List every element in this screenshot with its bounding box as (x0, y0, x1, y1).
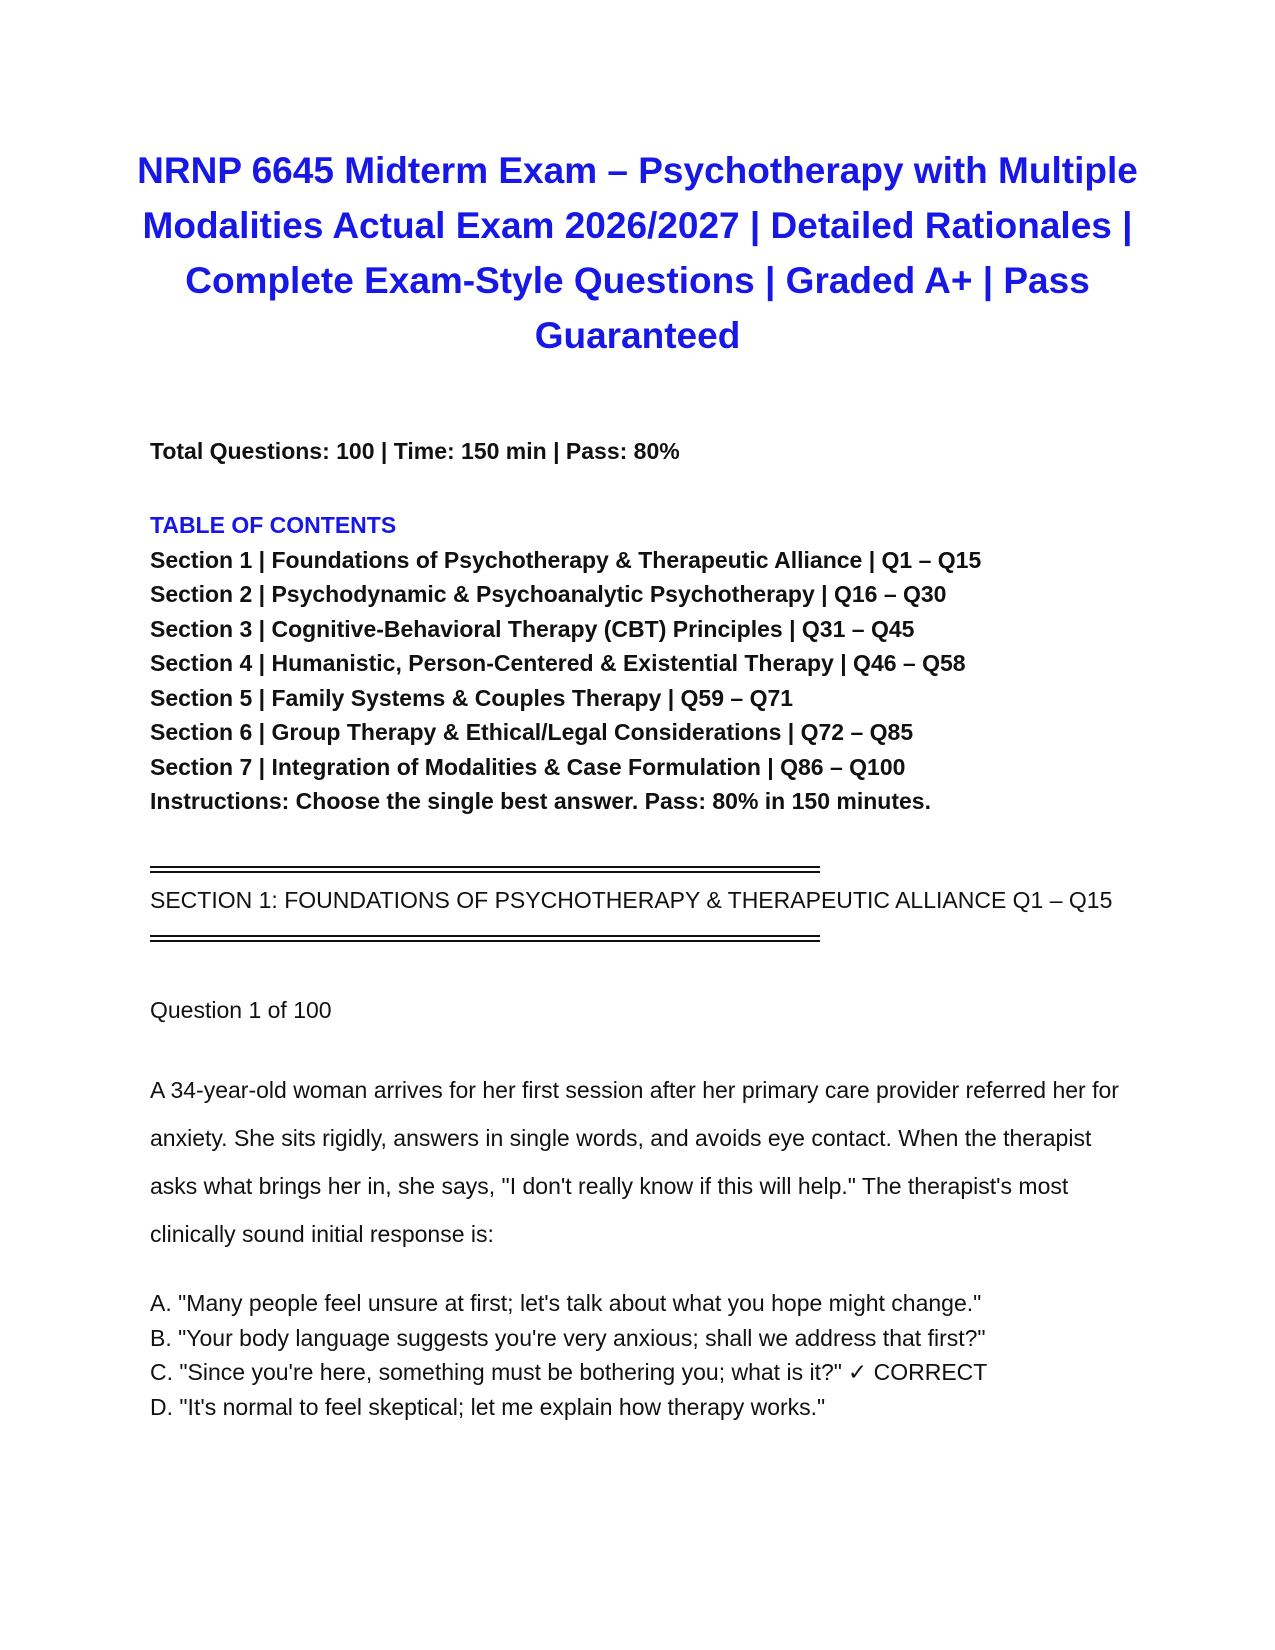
document-title: NRNP 6645 Midterm Exam – Psychotherapy with Multiple Modalities Actual Exam 2026/2027 | Detailed Rationales | Complete Exam-Style Questions | Graded A+ | Pass Guaranteed (137, 150, 1138, 356)
checkmark-icon: ✓ (847, 1359, 868, 1385)
toc-item-section-3: Section 3 | Cognitive-Behavioral Therapy (CBT) Principles | Q31 – Q45 (150, 615, 915, 642)
exam-meta: Total Questions: 100 | Time: 150 min | Pass: 80% (150, 438, 680, 464)
section-divider-top (150, 866, 820, 873)
answer-option-text: B. "Your body language suggests you're very anxious; shall we address that first?" (150, 1324, 986, 1351)
toc-heading: TABLE OF CONTENTS (150, 512, 397, 538)
answer-option-d (150, 1390, 987, 1425)
answer-options (150, 1286, 987, 1424)
section-divider-bottom (150, 935, 820, 942)
toc-item-section-7: Section 7 | Integration of Modalities & Case Formulation | Q86 – Q100 (150, 753, 906, 780)
table-of-contents (150, 508, 981, 819)
toc-item-section-4: Section 4 | Humanistic, Person-Centered & Existential Therapy | Q46 – Q58 (150, 650, 966, 676)
toc-item-section-2: Section 2 | Psychodynamic & Psychoanalytic Psychotherapy | Q16 – Q30 (150, 581, 947, 607)
answer-option-text: D. "It's normal to feel skeptical; let me explain how therapy works." (150, 1393, 826, 1420)
answer-option-b (150, 1321, 987, 1356)
answer-option-text: A. "Many people feel unsure at first; let's talk about what you hope might change." (150, 1290, 982, 1316)
answer-option-a (150, 1286, 987, 1321)
toc-item-section-6: Section 6 | Group Therapy & Ethical/Legal Considerations | Q72 – Q85 (150, 719, 914, 745)
question-number: Question 1 of 100 (150, 997, 332, 1023)
toc-item-section-5: Section 5 | Family Systems & Couples Therapy | Q59 – Q71 (150, 684, 794, 711)
correct-marker: CORRECT (873, 1359, 988, 1385)
answer-option-c (150, 1355, 987, 1390)
section-header: SECTION 1: FOUNDATIONS OF PSYCHOTHERAPY & THERAPEUTIC ALLIANCE Q1 – Q15 (150, 887, 1113, 913)
toc-item-section-1: Section 1 | Foundations of Psychotherapy & Therapeutic Alliance | Q1 – Q15 (150, 546, 982, 573)
instructions: Instructions: Choose the single best answer. Pass: 80% in 150 minutes. (150, 788, 931, 814)
question-stem: A 34-year-old woman arrives for her first session after her primary care provider referred her for anxiety. She sits rigidly, answers in single words, and avoids eye contact. When the therapist asks what brings her in, she says, "I don't really know if this will help." The therapist's most clinically sound initial response is: (150, 1077, 1119, 1247)
answer-option-text: C. "Since you're here, something must be bothering you; what is it?" (150, 1359, 842, 1385)
